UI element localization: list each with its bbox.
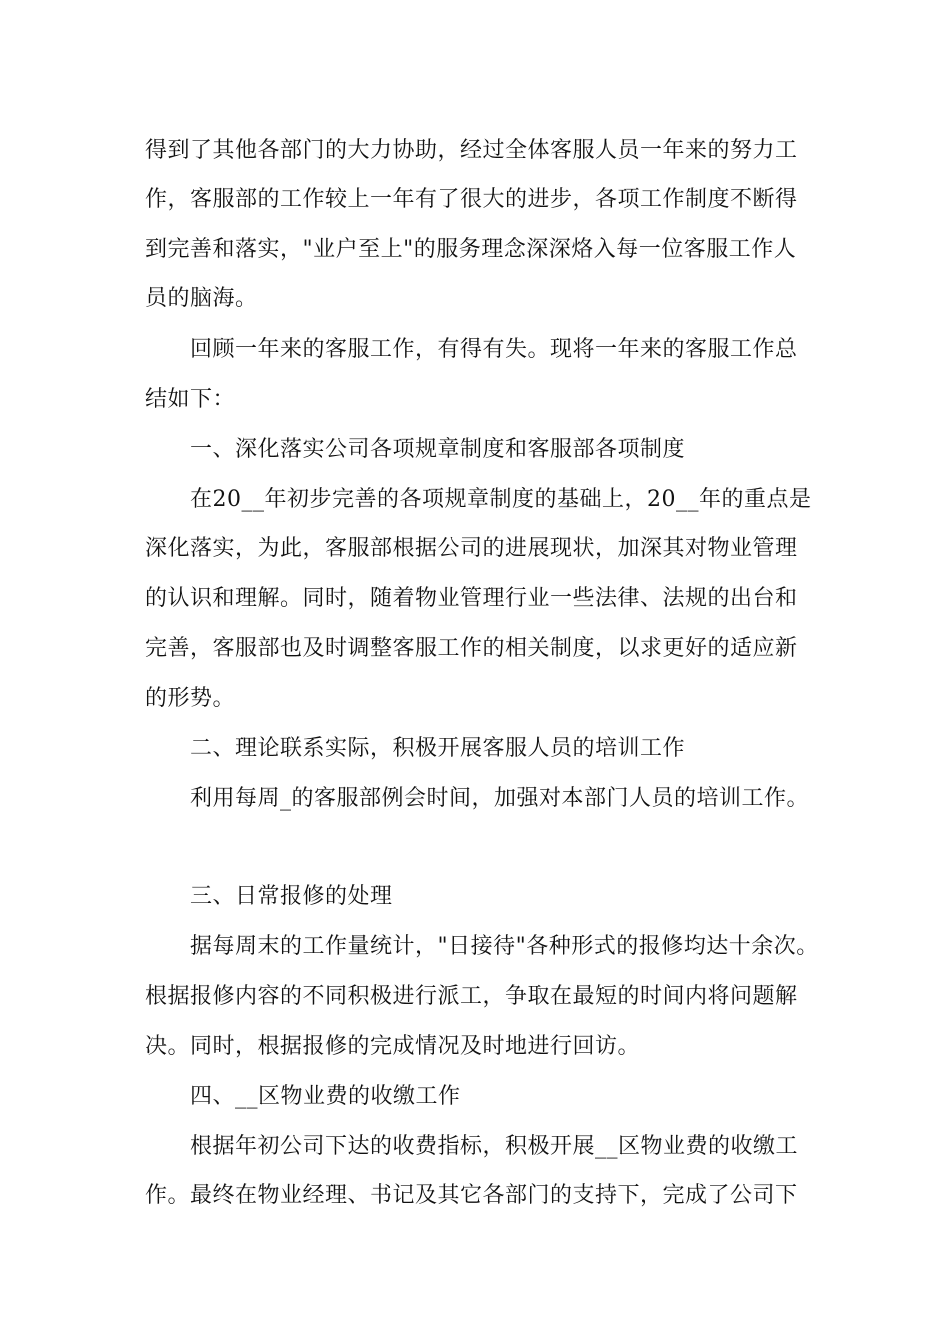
paragraph-line: 的形势。 (145, 686, 236, 711)
paragraph-line: 利用每周_的客服部例会时间，加强对本部门人员的培训工作。 (190, 786, 810, 811)
section-heading: 一、深化落实公司各项规章制度和客服部各项制度 (190, 437, 686, 462)
paragraph-line: 回顾一年来的客服工作，有得有失。现将一年来的客服工作总 (190, 337, 798, 362)
paragraph-line: 根据年初公司下达的收费指标，积极开展__区物业费的收缴工 (190, 1134, 799, 1159)
paragraph-line: 员的脑海。 (145, 286, 258, 311)
section-heading: 二、理论联系实际，积极开展客服人员的培训工作 (190, 736, 686, 761)
paragraph-line: 深化落实，为此，客服部根据公司的进展现状，加深其对物业管理 (145, 536, 798, 561)
paragraph-line: 决。同时，根据报修的完成情况及时地进行回访。 (145, 1034, 641, 1059)
paragraph-line: 作。最终在物业经理、书记及其它各部门的支持下，完成了公司下 (145, 1183, 798, 1208)
paragraph-line: 得到了其他各部门的大力协助，经过全体客服人员一年来的努力工 (145, 138, 798, 163)
paragraph-line: 完善，客服部也及时调整客服工作的相关制度，以求更好的适应新 (145, 636, 798, 661)
paragraph-line: 结如下： (145, 387, 236, 412)
paragraph-line: 的认识和理解。同时，随着物业管理行业一些法律、法规的出台和 (145, 586, 798, 611)
paragraph-line: 据每周末的工作量统计，"日接待"各种形式的报修均达十余次。 (190, 934, 819, 959)
section-heading: 三、日常报修的处理 (190, 884, 393, 909)
paragraph-line: 根据报修内容的不同积极进行派工，争取在最短的时间内将问题解 (145, 984, 798, 1009)
paragraph-line: 作，客服部的工作较上一年有了很大的进步，各项工作制度不断得 (145, 187, 798, 212)
paragraph-line: 在20__年初步完善的各项规章制度的基础上，20__年的重点是 (190, 487, 812, 512)
section-heading: 四、__区物业费的收缴工作 (190, 1084, 461, 1109)
paragraph-line: 到完善和落实，"业户至上"的服务理念深深烙入每一位客服工作人 (145, 237, 797, 262)
